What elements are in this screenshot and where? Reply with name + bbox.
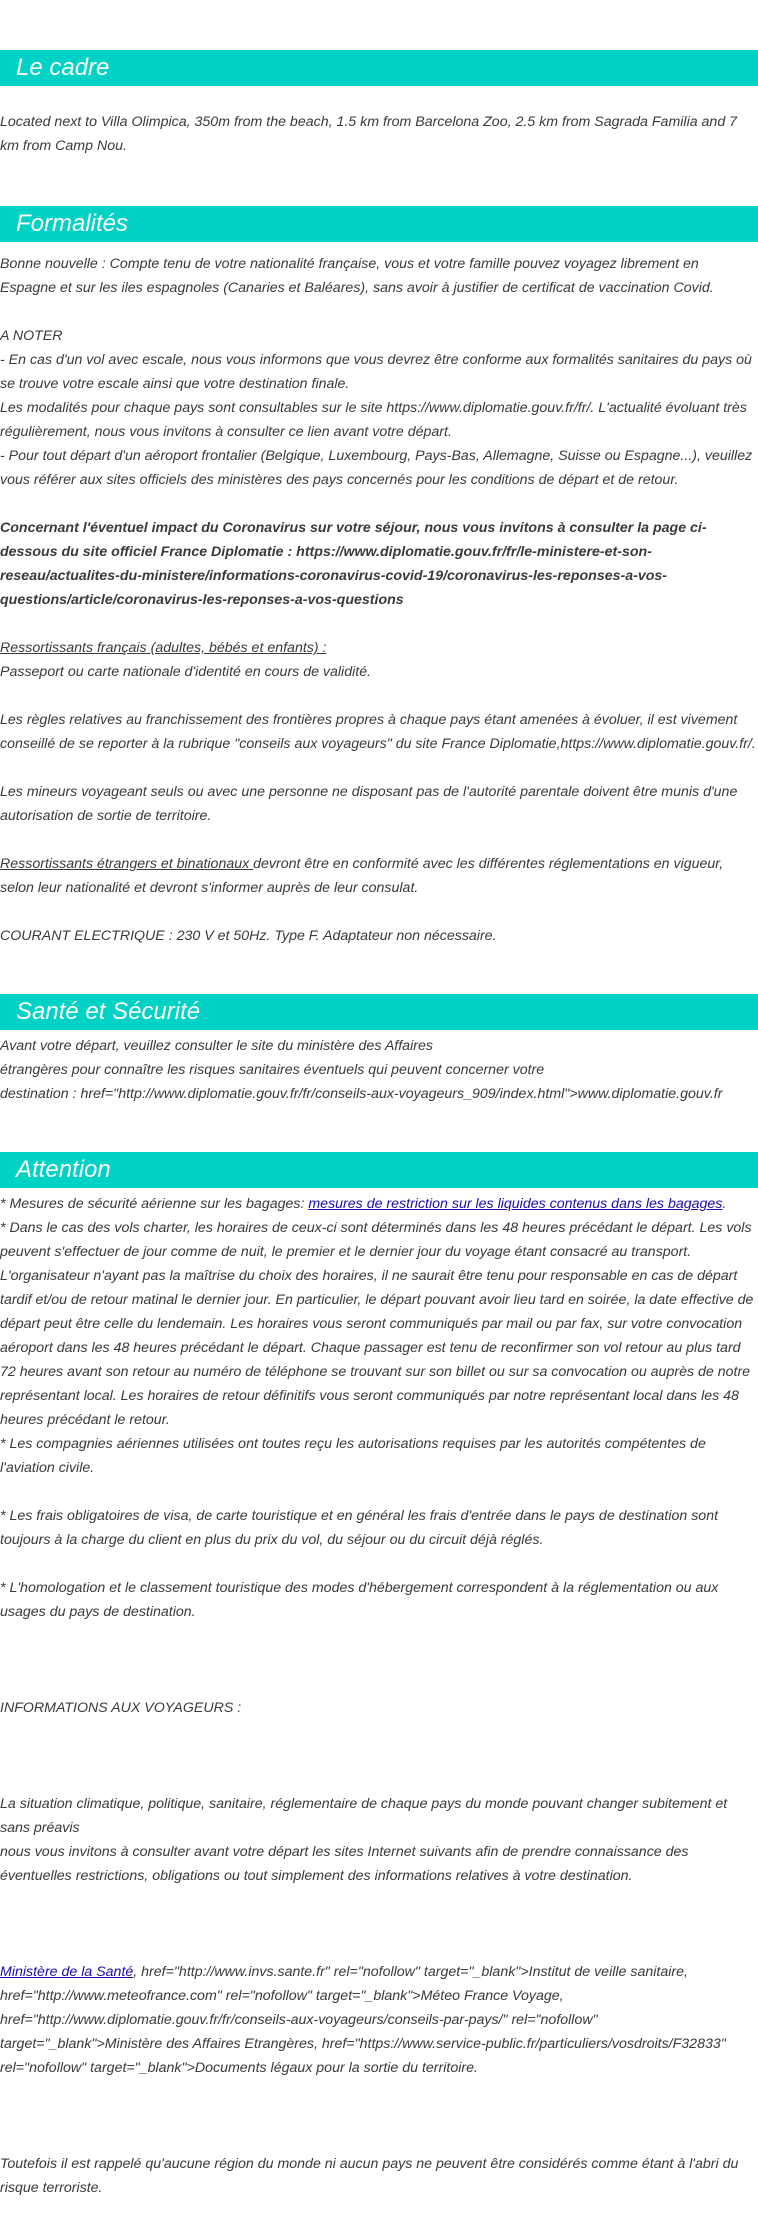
ressortissants-etrangers-title: Ressortissants étrangers et binationaux — [0, 856, 254, 872]
formalites-escale: - En cas d'un vol avec escale, nous vous informons que vous devrez être conforme aux formalités sanitaires du pays où se trouve votre escale ainsi que votre destination finale. — [0, 352, 752, 392]
formalites-coronavirus: Concernant l'éventuel impact du Coronavirus sur votre séjour, nous vous invitons à consulter la page ci-dessous du site officiel France Diplomatie : https://www.diplomatie.gouv.fr/fr/le-ministere-et-son-reseau/actualites-du-ministere/informations-coronavirus-covid-19/coronavirus-les-reponses-a-vos-questions/article/coronavirus-les-reponses-a-vos-questions — [0, 520, 707, 608]
section-title-cadre: Le cadre — [0, 50, 758, 86]
formalites-mineurs: Les mineurs voyageant seuls ou avec une personne ne disposant pas de l'autorité parentale doivent être munis d'une autorisation de sortie de territoire. — [0, 784, 738, 824]
ressortissants-francais-title: Ressortissants français (adultes, bébés et enfants) : — [0, 640, 327, 656]
attention-consulter: nous vous invitons à consulter avant votre départ les sites Internet suivants afin de prendre connaissance des éventuelles restrictions, obligations ou tout simplement des informations relatives à votre destination. — [0, 1844, 689, 1884]
section-title-formalites: Formalités — [0, 206, 758, 242]
informations-voyageurs: INFORMATIONS AUX VOYAGEURS : — [0, 1700, 242, 1716]
attention-compagnies: * Les compagnies aériennes utilisées ont toutes reçu les autorisations requises par les autorités compétentes de l'aviation civile. — [0, 1436, 706, 1476]
ressortissants-etrangers-text: devront être en conformité avec les différentes réglementations en vigueur, selon leur nationalité et devront s'informer auprès de leur consulat. — [0, 856, 724, 896]
attention-bagages-suffix: . — [722, 1196, 727, 1212]
bagages-restriction-link[interactable]: mesures de restriction sur les liquides contenus dans les bagages — [308, 1196, 723, 1212]
sante-line-1: Avant votre départ, veuillez consulter le site du ministère des Affaires — [0, 1038, 433, 1054]
attention-charter: * Dans le cas des vols charter, les horaires de ceux-ci sont déterminés dans les 48 heures précédant le départ. Les vols peuvent s'effectuer de jour comme de nuit, le premier et le dernier jour du voyage étant consacré au transport. L'organisateur n'ayant pas la maîtrise du choix des horaires, il ne saurait être tenu pour responsable en cas de départ tardif et/ou de retour matinal le dernier jour. En particulier, le départ pouvant avoir lieu tard en soirée, la date effective de départ peut être celle du lendemain. Les horaires vous seront communiqués par mail ou par fax, sur votre convocation aéroport dans les 48 heures précédant le départ. Chaque passager est tenu de reconfirmer son vol retour au plus tard 72 heures avant son retour au numéro de téléphone se trouvant sur son billet ou sur sa convocation ou auprès de notre représentant local. Les horaires de retour définitifs vous seront communiqués par notre représentant local dans les 48 heures précédant le retour. — [0, 1220, 754, 1428]
formalites-noter: A NOTER — [0, 328, 63, 344]
section-title-attention: Attention — [0, 1152, 758, 1188]
sante-line-3: destination : href="http://www.diplomatie.gouv.fr/fr/conseils-aux-voyageurs_909/index.html">www.diplomatie.gouv.fr — [0, 1086, 723, 1102]
attention-bagages — [0, 1192, 758, 1216]
sante-line-2: étrangères pour connaître les risques sanitaires éventuels qui peuvent concerner votre — [0, 1062, 545, 1078]
attention-frais: * Les frais obligatoires de visa, de carte touristique et en général les frais d'entrée dans le pays de destination sont toujours à la charge du client en plus du prix du vol, du séjour ou du circuit déjà réglés. — [0, 1508, 719, 1548]
formalites-modalites: Les modalités pour chaque pays sont consultables sur le site https://www.diplomatie.gouv.fr/fr/. L'actualité évoluant très régulièrement, nous vous invitons à consulter ce lien avant votre départ. — [0, 400, 747, 440]
cadre-text: Located next to Villa Olimpica, 350m from the beach, 1.5 km from Barcelona Zoo, 2.5 km from Sagrada Familia and 7 km from Camp Nou. — [0, 114, 738, 154]
attention-bagages-prefix: * Mesures de sécurité aérienne sur les bagages: — [0, 1196, 309, 1212]
section-title-sante: Santé et Sécurité — [0, 994, 758, 1030]
formalites-regles: Les règles relatives au franchissement des frontières propres à chaque pays étant amenées à évoluer, il est vivement conseillé de se reporter à la rubrique "conseils aux voyageurs" du site France Diplomatie,https://www.diplomatie.gouv.fr/. — [0, 712, 756, 752]
section-cadre — [0, 50, 758, 158]
attention-sites-text: , href="http://www.invs.sante.fr" rel="nofollow" target="_blank">Institut de veille sanitaire, href="http://www.meteofrance.com" rel="nofollow" target="_blank">Méteo France Voyage, href="http://www.diplomatie.gouv.fr/fr/conseils-aux-voyageurs/conseils-par-pays/" rel="nofollow" target="_blank">Ministère des Affaires Etrangères, href="https://www.service-public.fr/particuliers/vosdroits/F32833" rel="nofollow" target="_blank">Documents légaux pour la sortie du territoire. — [0, 1964, 726, 2076]
attention-terroriste: Toutefois il est rappelé qu'aucune région du monde ni aucun pays ne peuvent être considérés comme étant à l'abri du risque terroriste. — [0, 2156, 739, 2196]
section-formalites — [0, 206, 758, 948]
attention-sites — [0, 1960, 758, 2080]
ministere-sante-link[interactable]: Ministère de la Santé — [0, 1964, 134, 1980]
courant-electrique: COURANT ELECTRIQUE : 230 V et 50Hz. Type F. Adaptateur non nécessaire. — [0, 928, 497, 944]
formalites-frontalier: - Pour tout départ d'un aéroport frontalier (Belgique, Luxembourg, Pays-Bas, Allemagne, Suisse ou Espagne...), veuillez vous référer aux sites officiels des ministères des pays concernés pour les conditions de départ et de retour. — [0, 448, 753, 488]
formalites-intro: Bonne nouvelle : Compte tenu de votre nationalité française, vous et votre famille pouvez voyagez librement en Espagne et sur les iles espagnoles (Canaries et Baléares), sans avoir à justifier de certificat de vaccination Covid. — [0, 256, 714, 296]
attention-situation: La situation climatique, politique, sanitaire, réglementaire de chaque pays du monde pouvant changer subitement et sans préavis — [0, 1796, 728, 1836]
ressortissants-francais-text: Passeport ou carte nationale d'identité en cours de validité. — [0, 664, 372, 680]
section-sante — [0, 994, 758, 1106]
section-attention — [0, 1152, 758, 2200]
attention-homologation: * L'homologation et le classement touristique des modes d'hébergement correspondent à la réglementation ou aux usages du pays de destination. — [0, 1580, 719, 1620]
ressortissants-etrangers — [0, 852, 758, 900]
